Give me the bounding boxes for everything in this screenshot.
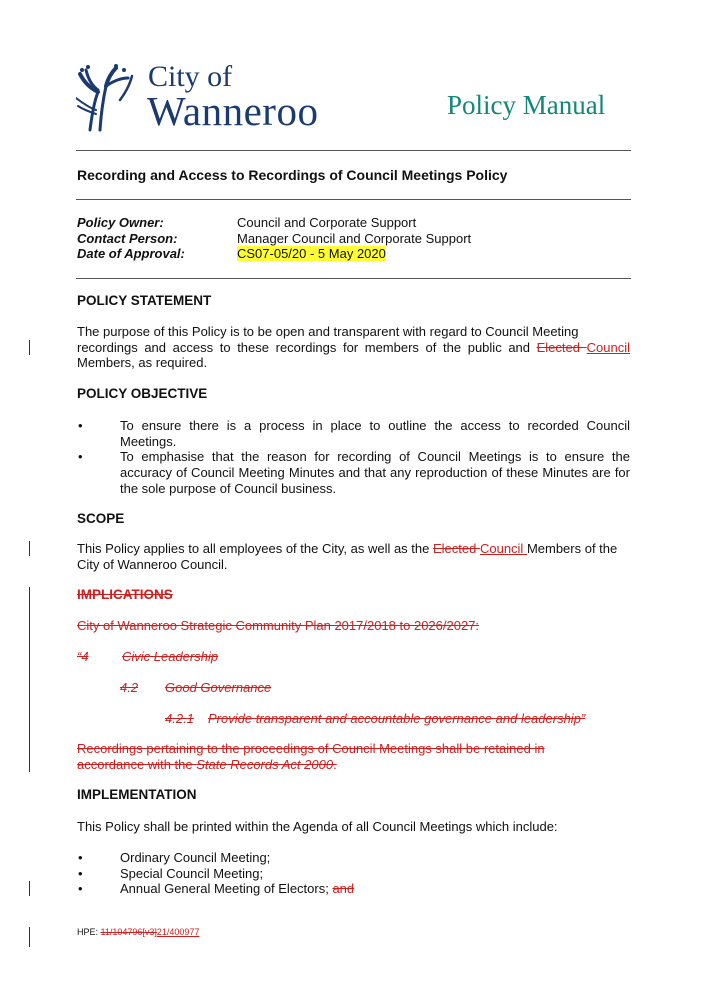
- change-bar: [29, 927, 30, 947]
- inserted-text: Council: [586, 340, 630, 355]
- policy-owner-label: Policy Owner:: [77, 215, 164, 230]
- policy-objective-heading: POLICY OBJECTIVE: [77, 386, 208, 401]
- scope-line1: [77, 541, 637, 557]
- records-line2: [77, 757, 337, 773]
- implications-level2-num: 4.2: [120, 680, 139, 695]
- bullet-icon: •: [78, 850, 83, 865]
- policy-statement-line1: The purpose of this Policy is to be open and transparent with regard to Council Meeting: [77, 324, 579, 339]
- inserted-text: Council: [479, 541, 527, 556]
- deleted-text: 11/104796[v3]: [100, 927, 157, 937]
- policy-manual-label: Policy Manual: [447, 90, 606, 120]
- implications-level1-text: Civic Leadership: [122, 649, 219, 664]
- policy-title: Recording and Access to Recordings of Council Meetings Policy: [77, 167, 508, 183]
- bullet-icon: •: [78, 881, 83, 896]
- hpe-reference: [77, 927, 199, 937]
- meeting-bullet-3: [120, 881, 630, 897]
- policy-statement-line2: [77, 340, 630, 356]
- scope-line2: City of Wanneroo Council.: [77, 557, 228, 572]
- implications-level3-text: Provide transparent and accountable governance and leadership”: [208, 711, 586, 726]
- logo-wanneroo: Wanneroo: [147, 88, 319, 134]
- records-text: .: [333, 757, 337, 772]
- implications-heading: IMPLICATIONS: [77, 587, 173, 602]
- meeting-bullet-2: Special Council Meeting;: [120, 866, 264, 881]
- hpe-label: HPE:: [77, 927, 101, 937]
- meeting-bullet-1: Ordinary Council Meeting;: [120, 850, 271, 865]
- logo-city-of: City of: [148, 60, 233, 93]
- contact-person-label: Contact Person:: [77, 231, 178, 246]
- implementation-intro: This Policy shall be printed within the Agenda of all Council Meetings which include:: [77, 819, 558, 834]
- policy-statement-heading: POLICY STATEMENT: [77, 293, 212, 308]
- change-bar: [29, 881, 30, 896]
- date-of-approval-value: [237, 246, 386, 262]
- implementation-heading: IMPLEMENTATION: [77, 787, 197, 802]
- date-of-approval-label: Date of Approval:: [77, 246, 185, 261]
- statement-text: recordings and access to these recordings for members of the public and: [77, 340, 537, 355]
- strategic-plan-line: City of Wanneroo Strategic Community Plan 2017/2018 to 2026/2027:: [77, 618, 480, 633]
- deleted-text: Elected: [536, 340, 587, 355]
- objective-bullet-1: To ensure there is a process in place to outline the access to recorded Council Meetings.: [120, 418, 630, 449]
- implications-level1-num: “4: [77, 649, 89, 664]
- change-bar: [29, 541, 30, 556]
- bullet-icon: •: [78, 866, 83, 881]
- title-divider: [76, 199, 631, 200]
- implications-level2-text: Good Governance: [165, 680, 272, 695]
- scope-text: This Policy applies to all employees of the City, as well as the: [77, 541, 433, 556]
- policy-statement-line3: Members, as required.: [77, 355, 208, 370]
- approval-highlight: CS07-05/20 - 5 May 2020: [237, 246, 386, 261]
- change-bar: [29, 340, 30, 355]
- records-line1: Recordings pertaining to the proceedings of Council Meetings shall be retained in: [77, 741, 545, 756]
- banksia-logo-icon: [76, 64, 140, 137]
- bullet-icon: •: [78, 449, 83, 464]
- deleted-text: and: [332, 881, 355, 896]
- header-divider: [76, 150, 631, 151]
- meta-divider: [76, 278, 631, 279]
- records-text: accordance with the: [77, 757, 197, 772]
- policy-owner-value: Council and Corporate Support: [237, 215, 417, 230]
- scope-heading: SCOPE: [77, 511, 125, 526]
- scope-text: Members of the: [526, 541, 618, 556]
- objective-bullet-2: To emphasise that the reason for recording of Council Meetings is to ensure the accuracy of Council Meeting Minutes and that any reproduction of these Minutes are for the sole purpose of Council business.: [120, 449, 630, 496]
- bullet-icon: •: [78, 418, 83, 433]
- implications-level3-num: 4.2.1: [165, 711, 194, 726]
- bullet-text: Annual General Meeting of Electors;: [120, 881, 333, 896]
- inserted-text: 21/400977: [156, 927, 200, 937]
- deleted-text: Elected: [432, 541, 480, 556]
- change-bar: [29, 587, 30, 772]
- contact-person-value: Manager Council and Corporate Support: [237, 231, 472, 246]
- records-act-name: State Records Act 2000: [196, 757, 334, 772]
